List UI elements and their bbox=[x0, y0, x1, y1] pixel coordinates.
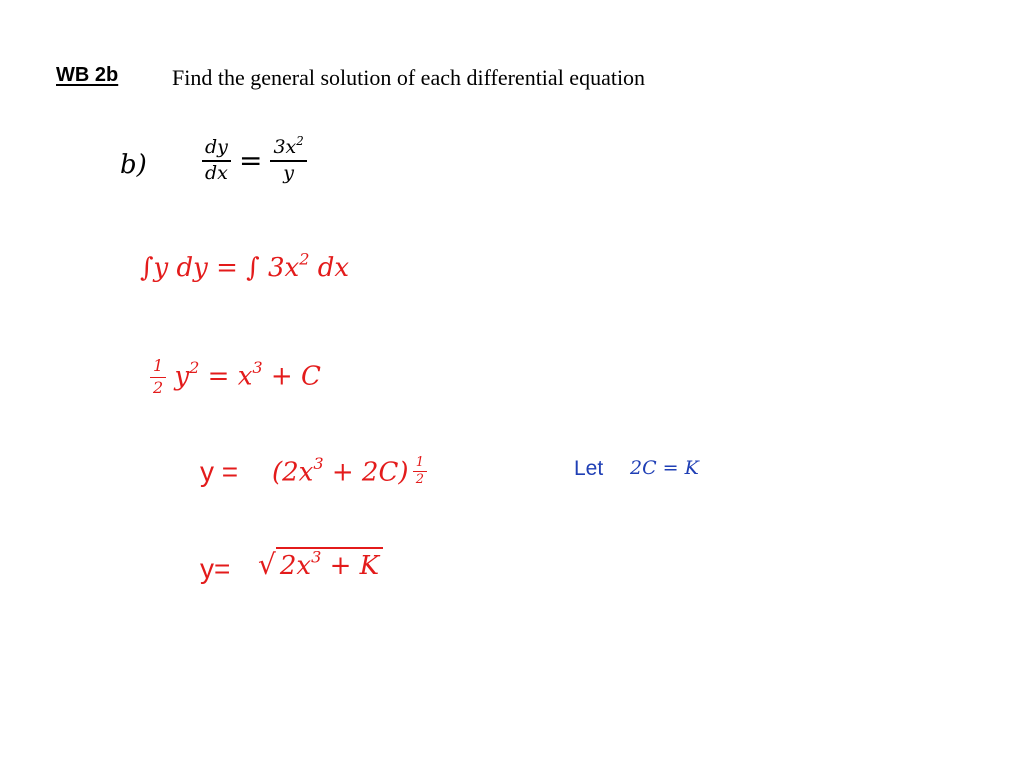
instruction-text: Find the general solution of each differential equation bbox=[172, 65, 646, 90]
let-label: Let bbox=[574, 457, 604, 480]
rhs-fraction bbox=[270, 133, 306, 184]
integral-sign: ∫ bbox=[246, 253, 260, 283]
exponent: 2 bbox=[189, 358, 200, 378]
radicand bbox=[276, 547, 383, 581]
fraction-numerator: dy bbox=[205, 136, 228, 158]
exponent: 3 bbox=[252, 358, 263, 378]
constant-term: + C bbox=[262, 361, 321, 392]
coef-text: 3x bbox=[273, 136, 297, 158]
y-term: y bbox=[166, 361, 190, 392]
fraction-numerator bbox=[270, 133, 306, 158]
fraction-denominator: 2 bbox=[415, 471, 425, 487]
fraction-numerator: 1 bbox=[415, 455, 425, 470]
fraction-denominator: y bbox=[283, 161, 294, 184]
exponent: 3 bbox=[313, 454, 324, 474]
lhs-integrand: y dy = bbox=[153, 253, 247, 283]
slide-tag: WB 2b bbox=[56, 64, 119, 86]
final-expression bbox=[258, 548, 383, 581]
dy-dx-fraction bbox=[202, 138, 231, 184]
fraction-denominator: 2 bbox=[153, 377, 164, 397]
half-fraction bbox=[150, 358, 166, 397]
problem-label: b) bbox=[120, 150, 147, 180]
integration-step bbox=[140, 249, 350, 283]
fraction-numerator: 1 bbox=[153, 356, 164, 375]
final-y-label: y= bbox=[200, 553, 231, 584]
half-exponent bbox=[413, 456, 427, 486]
integrated-result bbox=[150, 358, 321, 397]
x-term: = x bbox=[199, 361, 253, 392]
differential: dx bbox=[309, 253, 350, 283]
substitution-expression: 2C = K bbox=[630, 457, 699, 479]
integral-sign: ∫ bbox=[140, 253, 154, 283]
fraction-denominator: dx bbox=[205, 161, 228, 184]
paren-open-term: (2x bbox=[272, 457, 314, 488]
exponent: 2 bbox=[299, 249, 310, 269]
equals-sign: = bbox=[238, 144, 263, 178]
y-label: y = bbox=[200, 456, 239, 487]
exponent: 3 bbox=[311, 547, 322, 567]
radicand-term: 2x bbox=[279, 551, 312, 581]
paren-close-term: + 2C) bbox=[323, 457, 409, 488]
rhs-integrand: 3x bbox=[259, 253, 300, 283]
power-expression bbox=[272, 456, 427, 487]
sqrt-sign: √ bbox=[258, 548, 276, 581]
radicand-constant: + K bbox=[321, 551, 380, 581]
problem-equation bbox=[202, 133, 307, 184]
exponent: 2 bbox=[296, 133, 304, 148]
